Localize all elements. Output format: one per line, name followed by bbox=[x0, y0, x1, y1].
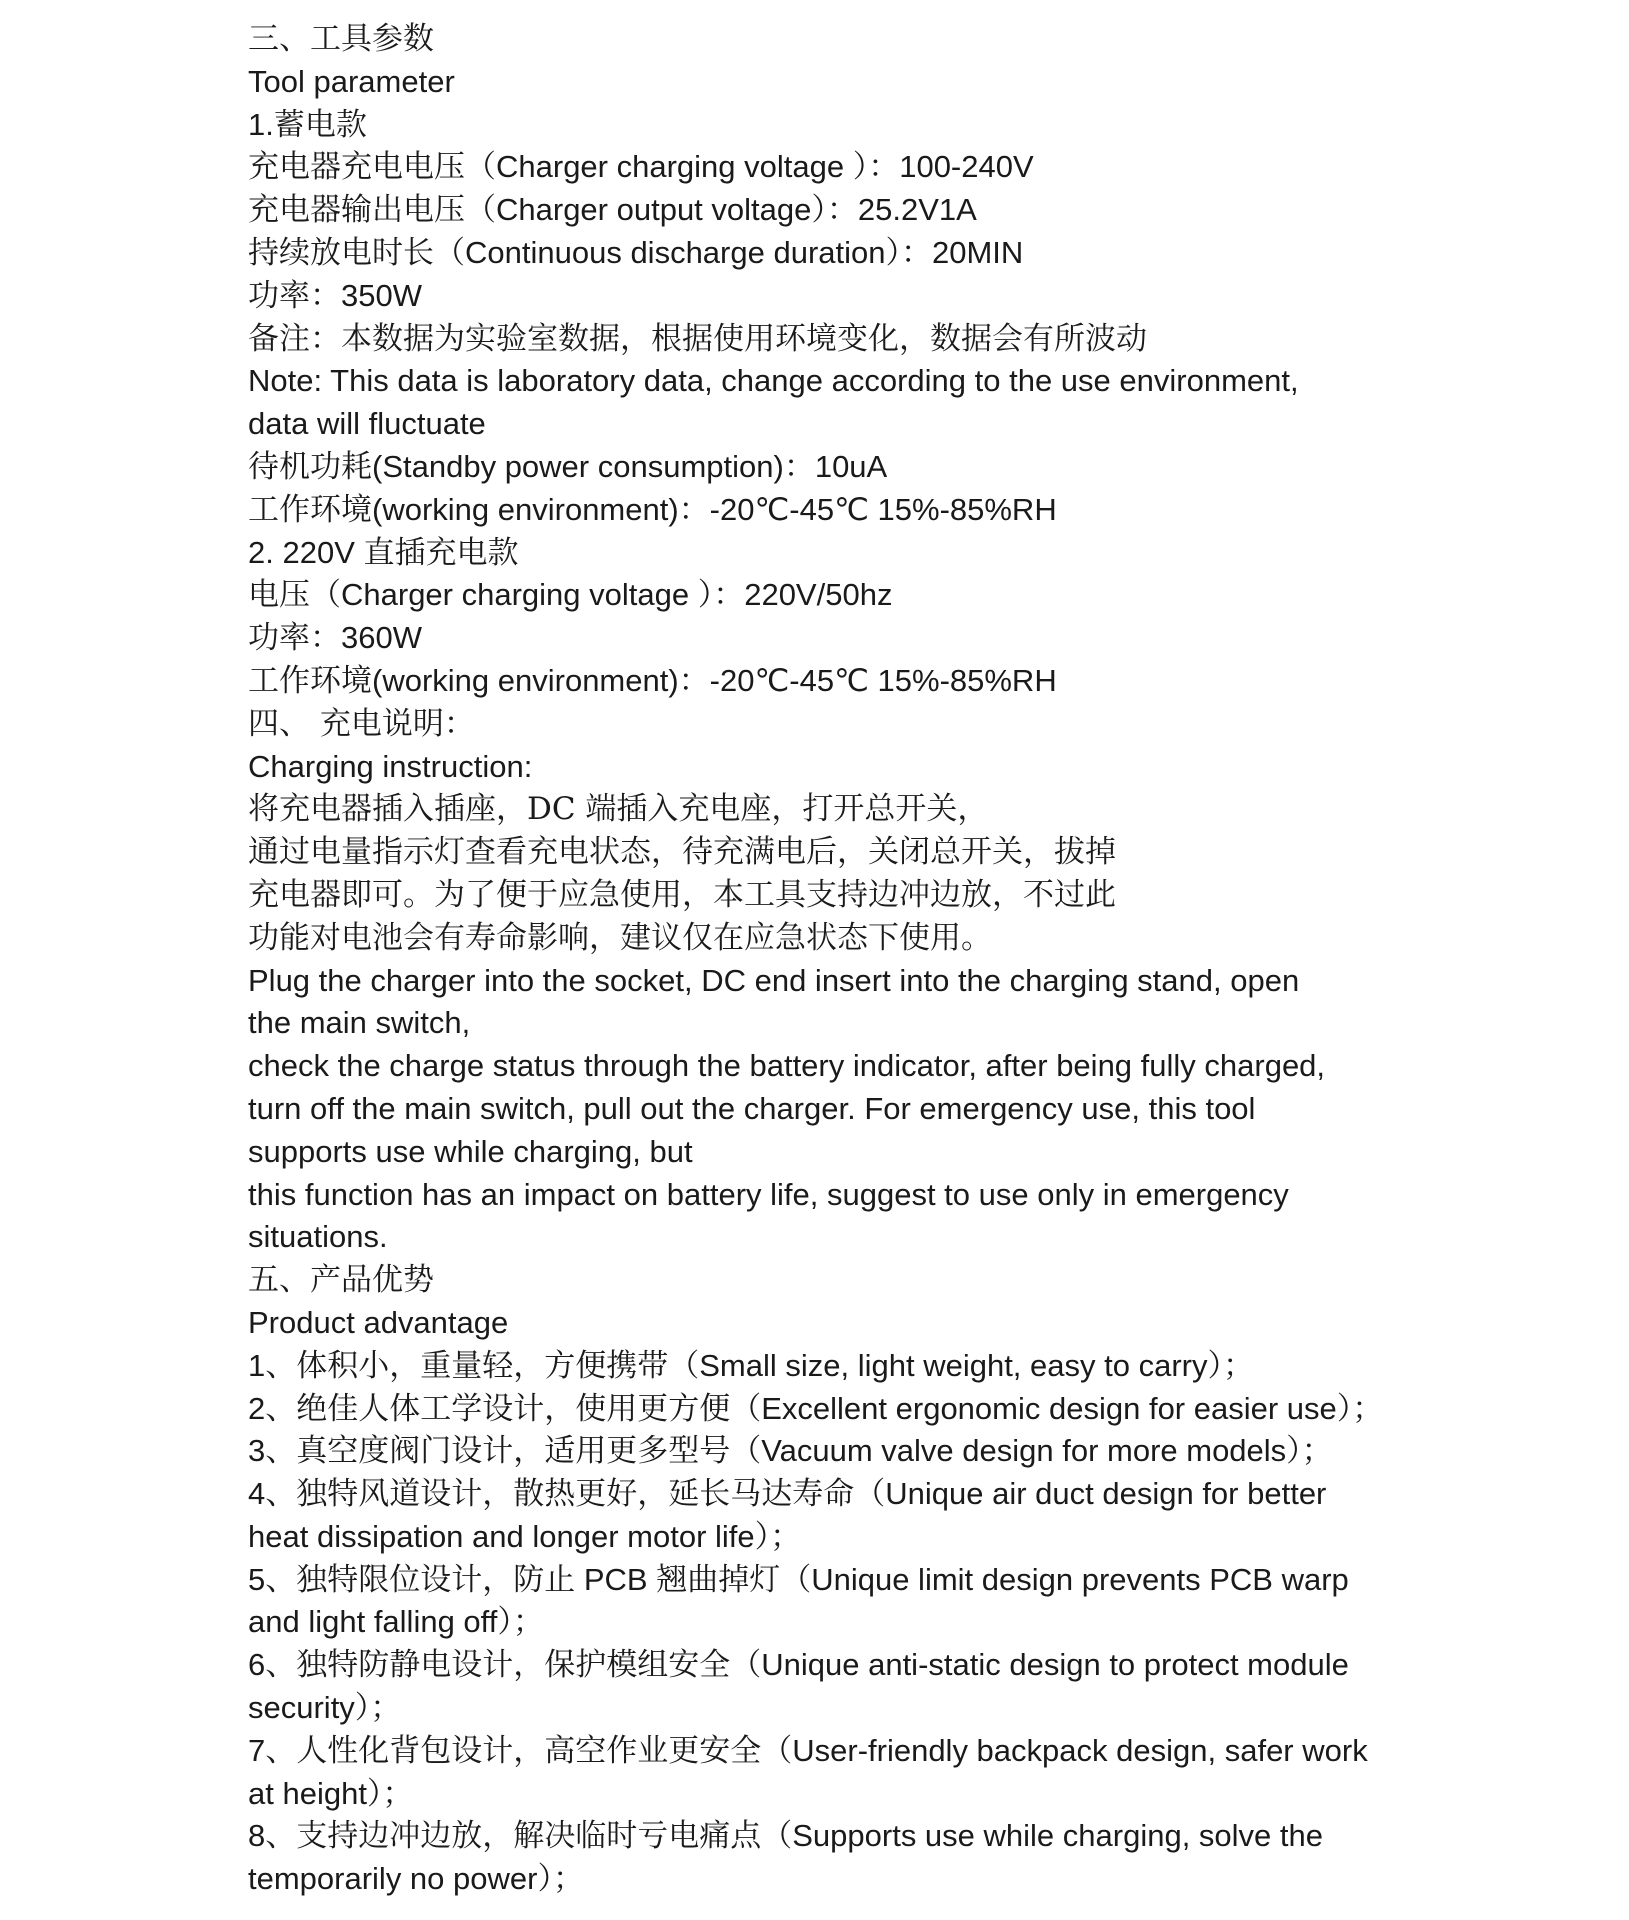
charger-output-voltage: 充电器输出电压（Charger output voltage）：25.2V1A bbox=[248, 192, 977, 228]
advantage-line: 1、体积小，重量轻，方便携带（Small size, light weight, easy to carry）； bbox=[248, 1347, 1254, 1383]
standby-power: 待机功耗(Standby power consumption)：10uA bbox=[248, 448, 888, 484]
charger-input-voltage: 充电器充电电压（Charger charging voltage ）：100-240V bbox=[248, 149, 1034, 185]
battery-model-power: 功率：350W bbox=[248, 277, 422, 313]
advantage-line: heat dissipation and longer motor life）； bbox=[248, 1518, 802, 1554]
advantage-line: 2、绝佳人体工学设计，使用更方便（Excellent ergonomic design for easier use）； bbox=[248, 1390, 1384, 1426]
charging-cn-line: 充电器即可。为了便于应急使用，本工具支持边冲边放，不过此 bbox=[248, 876, 1116, 913]
advantage-line: 4、独特风道设计，散热更好，延长马达寿命（Unique air duct design for better bbox=[248, 1476, 1327, 1512]
section-heading-advantage-en: Product advantage bbox=[248, 1304, 509, 1340]
advantage-line: 7、人性化背包设计，高空作业更安全（User-friendly backpack design, safer work bbox=[248, 1732, 1368, 1768]
section-heading-charging-cn: 四、 充电说明： bbox=[248, 705, 475, 742]
advantage-line: 5、独特限位设计，防止 PCB 翘曲掉灯（Unique limit design prevents PCB warp bbox=[248, 1561, 1349, 1597]
charging-cn-line: 将充电器插入插座，DC 端插入充电座，打开总开关， bbox=[248, 791, 989, 828]
plugin-model-title: 2. 220V 直插充电款 bbox=[248, 534, 519, 570]
charging-en-line: Plug the charger into the socket, DC end insert into the charging stand, open bbox=[248, 962, 1300, 998]
plugin-model-voltage: 电压（Charger charging voltage ）：220V/50hz bbox=[248, 577, 893, 613]
section-heading-advantage-cn: 五、产品优势 bbox=[248, 1262, 434, 1299]
battery-model-environment: 工作环境(working environment)：-20℃-45℃ 15%-85%RH bbox=[248, 491, 1057, 527]
charging-en-line: the main switch, bbox=[248, 1005, 471, 1041]
charging-cn-line: 通过电量指示灯查看充电状态，待充满电后，关闭总开关，拔掉 bbox=[248, 834, 1116, 871]
note-en-line-1: Note: This data is laboratory data, change according to the use environment, bbox=[248, 363, 1299, 399]
advantage-line: 6、独特防静电设计，保护模组安全（Unique anti-static design to protect module bbox=[248, 1647, 1349, 1683]
note-en-line-2: data will fluctuate bbox=[248, 406, 486, 442]
charging-cn-line: 功能对电池会有寿命影响，建议仅在应急状态下使用。 bbox=[248, 919, 992, 956]
advantage-line: 3、真空度阀门设计，适用更多型号（Vacuum valve design for more models）； bbox=[248, 1433, 1333, 1469]
battery-model-title: 1.蓄电款 bbox=[248, 106, 367, 142]
section-heading-charging-en: Charging instruction: bbox=[248, 748, 533, 784]
plugin-model-power: 功率：360W bbox=[248, 620, 422, 656]
advantage-line: temporarily no power）； bbox=[248, 1861, 584, 1897]
charging-en-line: this function has an impact on battery life, suggest to use only in emergency bbox=[248, 1176, 1289, 1212]
charging-en-line: supports use while charging, but bbox=[248, 1133, 693, 1169]
plugin-model-environment: 工作环境(working environment)：-20℃-45℃ 15%-85%RH bbox=[248, 662, 1057, 698]
note-cn: 备注：本数据为实验室数据，根据使用环境变化，数据会有所波动 bbox=[248, 320, 1147, 357]
advantage-line: security）； bbox=[248, 1690, 402, 1726]
section-heading-tool-parameter-en: Tool parameter bbox=[248, 63, 455, 99]
advantage-line: 8、支持边冲边放，解决临时亏电痛点（Supports use while charging, solve the bbox=[248, 1818, 1323, 1854]
advantage-line: at height）； bbox=[248, 1775, 414, 1811]
discharge-duration: 持续放电时长（Continuous discharge duration）：20MIN bbox=[248, 234, 1024, 270]
advantage-line: and light falling off）； bbox=[248, 1604, 544, 1640]
document-body bbox=[248, 18, 1418, 1901]
charging-en-line: situations. bbox=[248, 1219, 388, 1255]
charging-en-line: turn off the main switch, pull out the charger. For emergency use, this tool bbox=[248, 1090, 1256, 1126]
charging-en-line: check the charge status through the battery indicator, after being fully charged, bbox=[248, 1048, 1326, 1084]
section-heading-tool-parameter-cn: 三、工具参数 bbox=[248, 21, 434, 57]
